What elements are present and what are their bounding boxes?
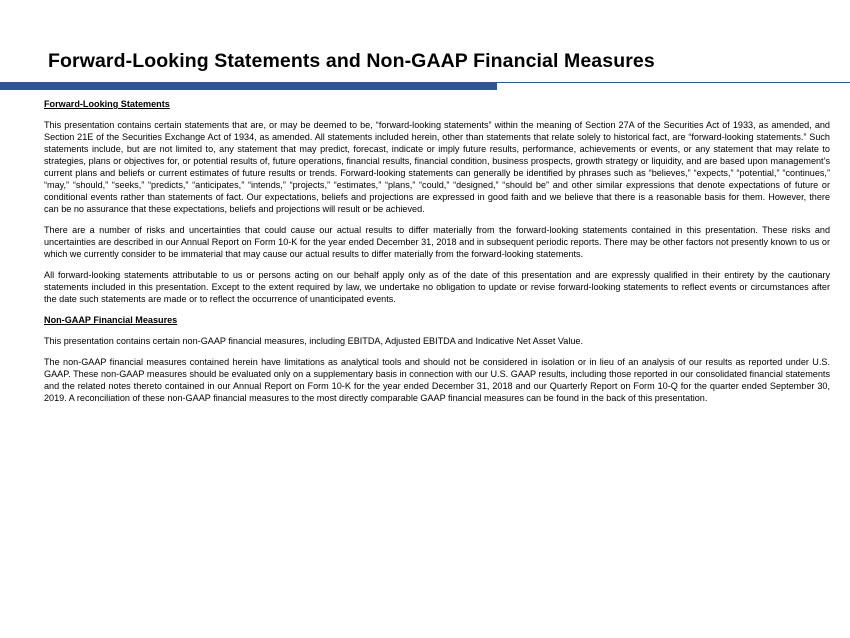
paragraph-risks-uncertainties: There are a number of risks and uncertainties that could cause our actual results to differ materially from the forward-looking statements contained in this presentation. These risks and uncertainties are described in our Annual Report on Form 10-K for the year ended December 31, 2018 and in subsequent periodic reports. There may be other factors not presently known to us or which we currently consider to be immaterial that may cause our actual results to differ materially from the forward-looking statements.	[44, 225, 830, 259]
paragraph-qualification: All forward-looking statements attributable to us or persons acting on our behalf apply only as of the date of this presentation and are expressly qualified in their entirety by the cautionary statements included in this presentation. Except to the extent required by law, we undertake no obligation to update or revise forward-looking statements to reflect events or circumstances after the date such statements are made or to reflect the occurrence of unanticipated events.	[44, 270, 830, 304]
section-heading-non-gaap: Non-GAAP Financial Measures	[44, 315, 178, 325]
section-forward-looking-statements	[44, 98, 830, 305]
paragraph-non-gaap-limitations: The non-GAAP financial measures contained herein have limitations as analytical tools and should not be considered in isolation or in lieu of an analysis of our results as reported under U.S. GAAP. These non-GAAP measures should be evaluated only on a supplementary basis in connection with our U.S. GAAP results, including those reported in our consolidated financial statements and the related notes thereto contained in our Annual Report on Form 10-K for the year ended December 31, 2018 and our Quarterly Report on Form 10-Q for the quarter ended September 30, 2019. A reconciliation of these non-GAAP financial measures to the most directly comparable GAAP financial measures can be found in the back of this presentation.	[44, 357, 830, 403]
page-title: Forward-Looking Statements and Non-GAAP Financial Measures	[48, 50, 655, 72]
section-non-gaap-financial-measures	[44, 314, 830, 404]
document-body	[44, 98, 830, 413]
section-heading-forward-looking: Forward-Looking Statements	[44, 99, 170, 109]
title-accent-bar	[0, 82, 497, 90]
paragraph-forward-looking-definition: This presentation contains certain statements that are, or may be deemed to be, “forward-looking statements” within the meaning of Section 27A of the Securities Act of 1933, as amended, and Section 21E of the Securities Exchange Act of 1934, as amended. All statements included herein, other than statements that relate solely to historical fact, are “forward-looking statements.” Such statements include, but are not limited to, any statement that may predict, forecast, indicate or imply future results, performance, achievements or events, or any statement that may relate to strategies, plans or objectives for, or potential results of, future operations, financial results, financial condition, business prospects, growth strategy or liquidity, and are based upon management’s current plans and beliefs or current estimates of future results or trends. Forward-looking statements can generally be identified by phrases such as “believes,” “expects,” “potential,” “continues,” “may,” “should,” “seeks,” “predicts,” “anticipates,” “intends,” “projects,” “estimates,” “plans,” “could,” “designed,” “should be” and other similar expressions that denote expectations of future or conditional events rather than statements of fact. Our expectations, beliefs and projections are expressed in good faith and we believe that there is a reasonable basis for them. However, there can be no assurance that these expectations, beliefs and projections will result or be achieved.	[44, 120, 830, 214]
paragraph-non-gaap-measures-list: This presentation contains certain non-GAAP financial measures, including EBITDA, Adjusted EBITDA and Indicative Net Asset Value.	[44, 336, 584, 346]
